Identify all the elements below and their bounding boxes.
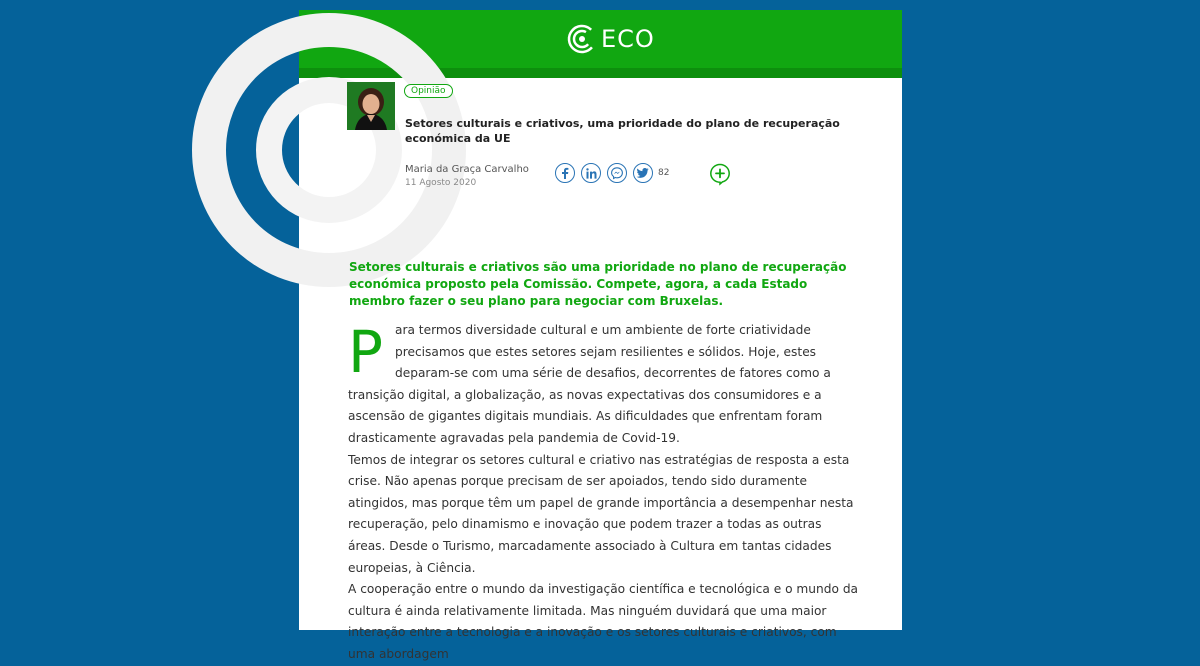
category-badge[interactable]: Opinião — [404, 84, 453, 98]
linkedin-share-button[interactable] — [581, 163, 601, 183]
body-paragraph: ara termos diversidade cultural e um ambiente de forte criatividade precisamos que estes setores sejam resilientes e sólidos. Hoje, estes deparam-se com uma série de desafios, decorrentes de fatores como a transição digital, a globalização, as novas expectativas dos consumidores e a ascensão de gigantes digitais mundiais. As dificuldades que enfrentam foram drasticamente agravadas pela pandemia de Covid-19. — [348, 323, 831, 445]
author-name[interactable]: Maria da Graça Carvalho — [405, 164, 529, 175]
body-paragraph: Temos de integrar os setores cultural e criativo nas estratégias de resposta a esta crise. Não apenas porque precisam de ser apoiados, tendo sido duramente atingidos, mas porque têm um papel de grande importância a desempenhar nesta recuperação, pelo dinamismo e inovação que podem trazer a todas as outras áreas. Desde o Turismo, marcadamente associado à Cultura em tantas cidades europeias, à Ciência. — [348, 452, 854, 575]
drop-cap: P — [348, 318, 383, 386]
article-title[interactable]: Setores culturais e criativos, uma prioridade do plano de recuperação económica da UE — [405, 117, 840, 145]
twitter-share-button[interactable] — [633, 163, 653, 183]
facebook-share-button[interactable] — [555, 163, 575, 183]
plus-bubble-icon — [709, 163, 731, 185]
article-lead: Setores culturais e criativos são uma prioridade no plano de recuperação económica proposto pela Comissão. Compete, agora, a cada Estado membro fazer o seu plano para negociar com Bruxelas. — [349, 260, 847, 308]
site-header — [299, 10, 902, 68]
messenger-share-button[interactable] — [607, 163, 627, 183]
site-logo[interactable] — [567, 17, 655, 61]
article-frame — [299, 10, 902, 661]
publish-date: 11 Agosto 2020 — [405, 178, 477, 188]
header-strip — [299, 68, 902, 78]
share-bar — [555, 163, 669, 183]
body-paragraph: A cooperação entre o mundo da investigação científica e tecnológica e o mundo da cultura é ainda relativamente limitada. Mas ninguém duvidará que uma maior interação entre a tecnologia e a inovação e os setores culturais e criativos, com uma abordagem — [348, 582, 859, 661]
share-count: 82 — [658, 168, 670, 178]
facebook-icon — [560, 167, 570, 179]
author-portrait-icon — [347, 82, 395, 130]
eco-logo-icon — [567, 22, 597, 56]
linkedin-icon — [586, 168, 597, 179]
logo-text: ECO — [601, 25, 655, 53]
twitter-icon — [637, 168, 649, 178]
add-bookmark-button[interactable] — [709, 163, 731, 185]
article-body — [348, 320, 860, 666]
messenger-icon — [611, 167, 623, 179]
author-avatar[interactable] — [347, 82, 395, 130]
